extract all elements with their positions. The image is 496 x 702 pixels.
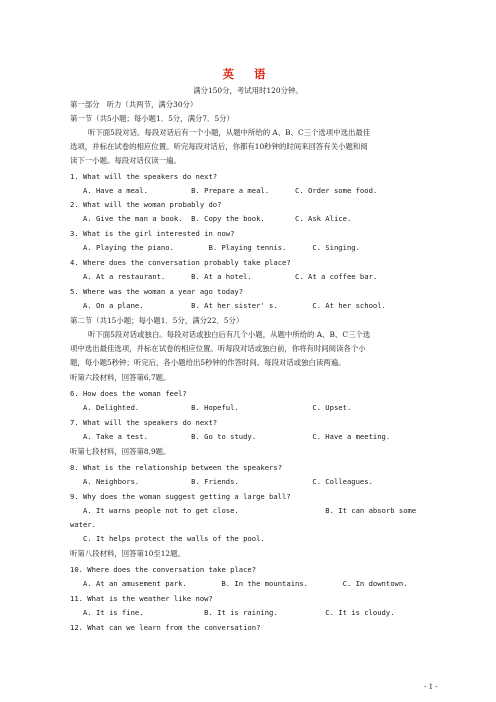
section2-heading: 第二节（共15小题；每小题1．5分，满分22．5分） [70, 316, 244, 325]
question-6: 6. How does the woman feel? [70, 389, 187, 398]
question-1: 1. What will the speakers do next? [70, 172, 218, 181]
section2-instructions: 听下面5段对话或独白。每段对话或独白后有几个小题，从题中所给的 A、B、C三个选 [88, 330, 371, 339]
question-8: 8. What is the relationship between the speakers? [70, 463, 283, 472]
material-note: 听第七段材料，回答第8,9题。 [70, 447, 171, 456]
page-number: - 1 - [424, 683, 438, 691]
question-3-options: A. Playing the piano. B. Playing tennis. C. Singing. [70, 243, 360, 252]
question-10-options: A. At an amusement park. B. In the mountains. C. In downtown. [70, 579, 408, 588]
question-5-options: A. On a plane. B. At her sister' s. C. At her school. [70, 301, 386, 310]
question-2-options: A. Give the man a book. B. Copy the book. C. Ask Alice. [70, 214, 352, 223]
question-11: 11. What is the weather like now? [70, 594, 213, 603]
question-9-options: A. It warns people not to get close. B. It can absorb some [70, 506, 417, 515]
question-3: 3. What is the girl interested in now? [70, 229, 235, 238]
part1-heading: 第一部分 听力（共两节，满分30分） [70, 100, 198, 109]
section1-heading: 第一节（共5小题；每小题1．5分，满分7．5分） [70, 114, 234, 123]
exam-info: 满分150分，考试用时120分钟。 [193, 86, 303, 95]
question-9-option-c: C. It helps protect the walls of the pool. [70, 534, 265, 543]
question-9: 9. Why does the woman suggest getting a large ball? [70, 492, 291, 501]
question-4-options: A. At a restaurant. B. At a hotel. C. At a coffee bar. [70, 272, 378, 281]
question-1-options: A. Have a meal. B. Prepare a meal. C. Order some food. [70, 186, 378, 195]
question-7-options: A. Take a test. B. Go to study. C. Have a meeting. [70, 432, 391, 441]
question-9-options-cont: water. [70, 520, 96, 529]
question-8-options: A. Neighbors. B. Friends. C. Colleagues. [70, 477, 373, 486]
question-6-options: A. Delighted. B. Hopeful. C. Upset. [70, 403, 352, 412]
section1-instructions: 读下一小题。每段对话仅读一遍。 [70, 156, 181, 165]
section2-instructions: 项中选出最佳选项，并标在试卷的相应位置。听每段对话或独白前，你将有时间阅读各个小 [70, 344, 366, 353]
section1-instructions: 听下面5段对话。每段对话后有一个小题，从题中所给的 A、B、C三个选项中选出最佳 [88, 128, 371, 137]
question-5: 5. Where was the woman a year ago today? [70, 287, 244, 296]
question-11-options: A. It is fine. B. It is raining. C. It is cloudy. [70, 608, 395, 617]
section2-instructions: 题，每小题5秒钟；听完后，各小题给出5秒钟的作答时间。每段对话或独白读两遍。 [70, 358, 346, 367]
question-2: 2. What will the woman probably do? [70, 200, 222, 209]
question-12: 12. What can we learn from the conversation? [70, 623, 261, 632]
material-note: 听第八段材料，回答第10至12题。 [70, 549, 185, 558]
question-10: 10. Where does the conversation take place? [70, 565, 257, 574]
question-4: 4. Where does the conversation probably take place? [70, 258, 291, 267]
page-title: 英 语 [222, 67, 274, 81]
question-7: 7. What will the speakers do next? [70, 418, 218, 427]
material-note: 听第六段材料，回答第6,7题。 [70, 373, 171, 382]
section1-instructions: 选项，并标在试卷的相应位置。听完每段对话后，你都有10秒钟的时间来回答有关小题和阅 [70, 142, 368, 151]
